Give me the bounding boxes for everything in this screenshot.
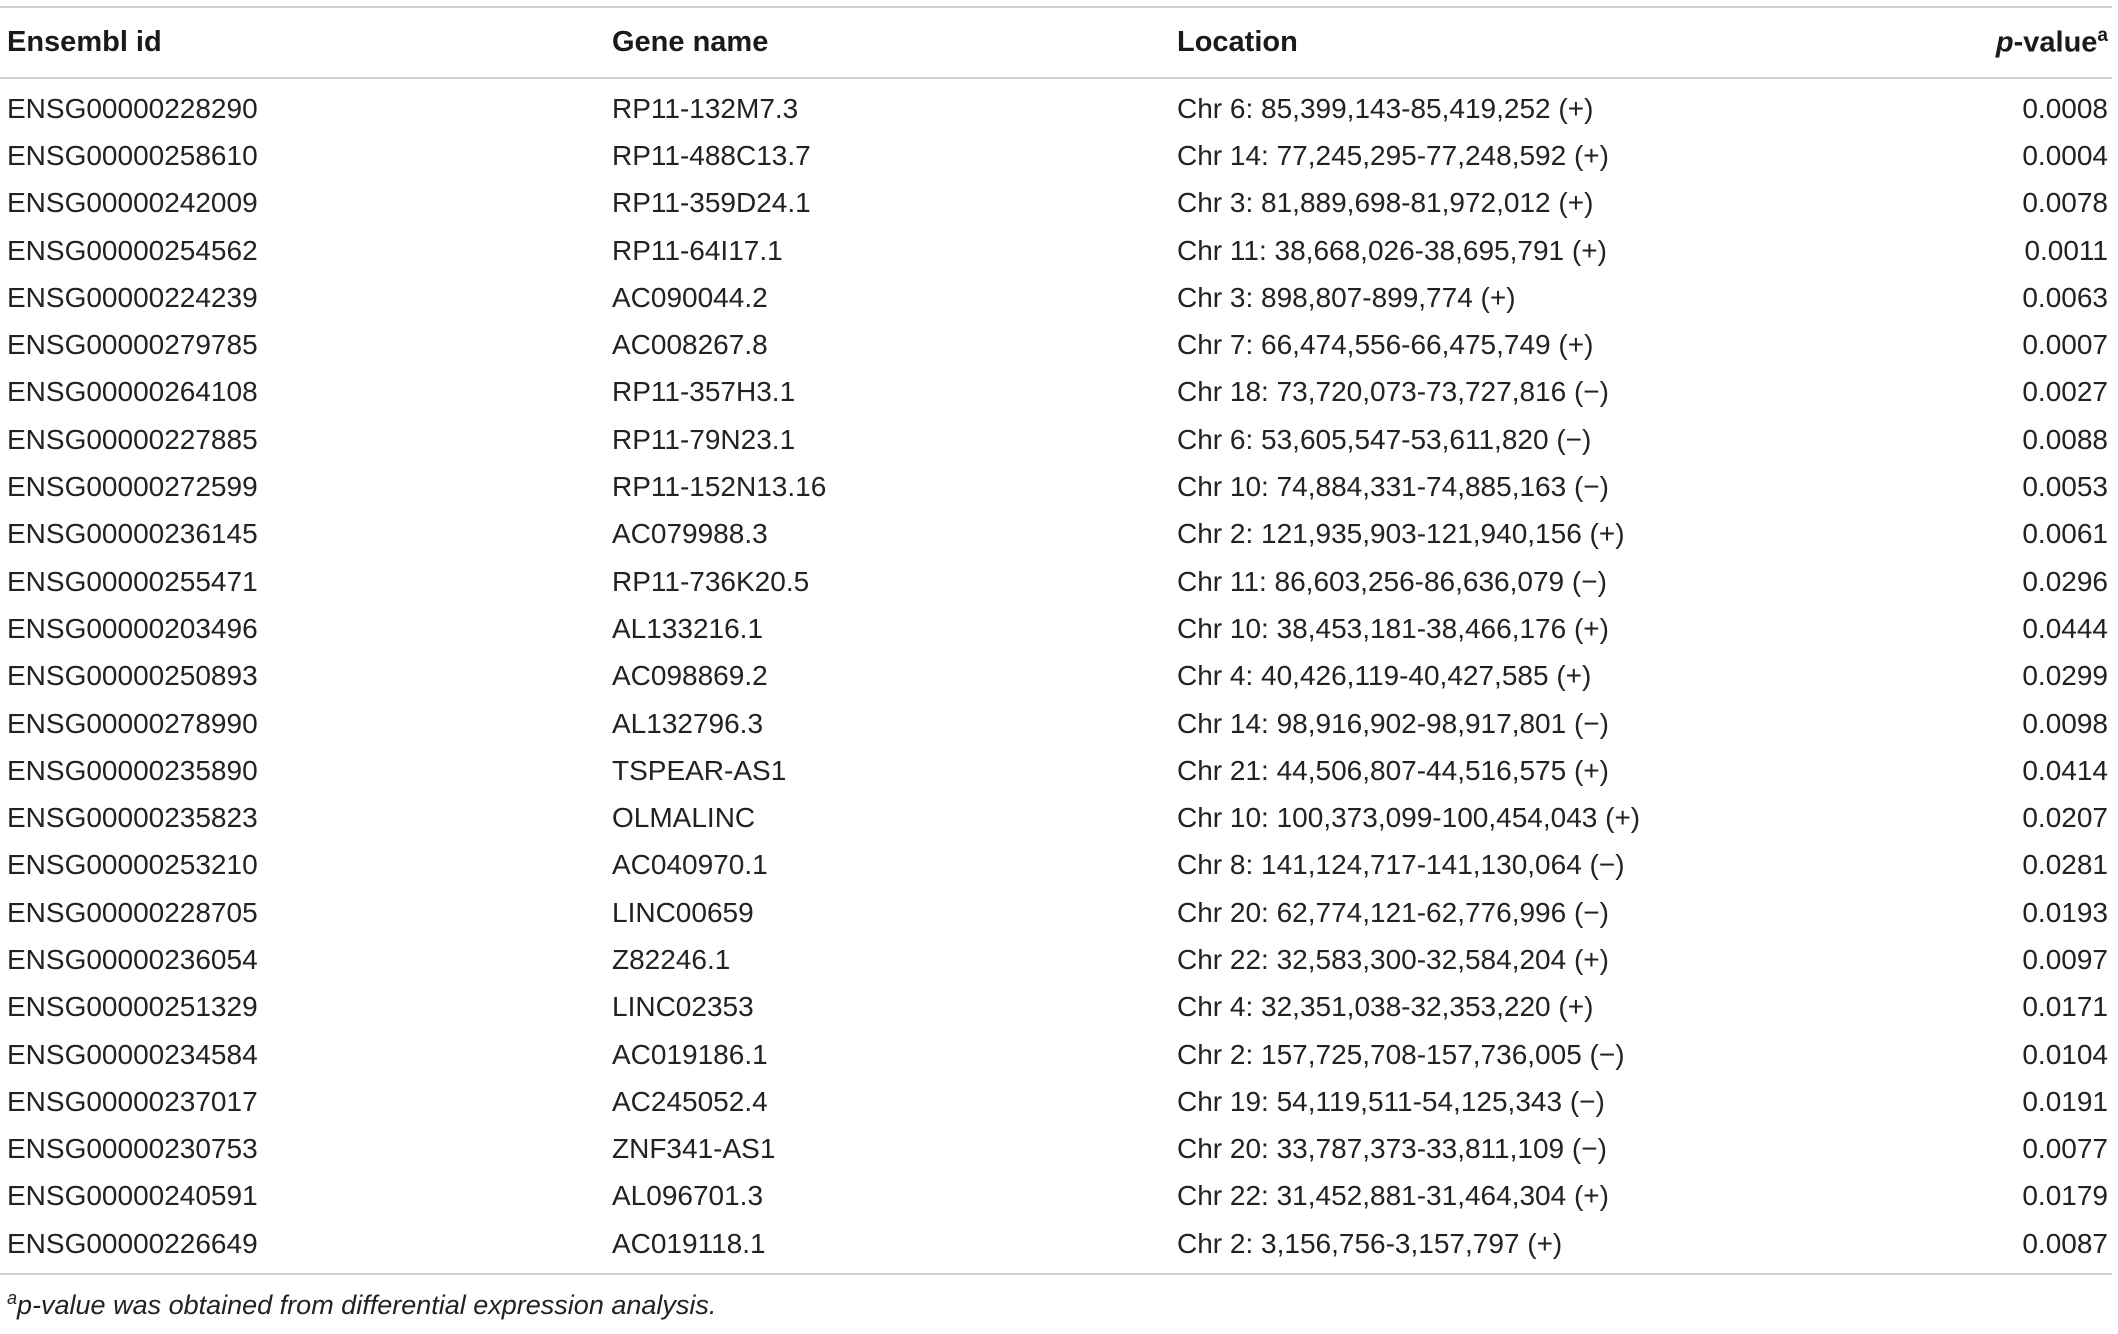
cell-ensembl-id: ENSG00000278990 bbox=[7, 707, 258, 739]
cell-location: Chr 4: 40,426,119-40,427,585 (+) bbox=[1177, 660, 1592, 692]
cell-ensembl-id: ENSG00000251329 bbox=[7, 991, 258, 1023]
cell-gene-name: RP11-736K20.5 bbox=[612, 565, 810, 597]
cell-p-value: 0.0097 bbox=[2022, 943, 2108, 975]
cell-gene-name: AC079988.3 bbox=[612, 518, 768, 550]
cell-gene-name: RP11-132M7.3 bbox=[612, 92, 799, 124]
cell-gene-name: AC008267.8 bbox=[612, 329, 768, 361]
cell-p-value: 0.0004 bbox=[2022, 139, 2108, 171]
cell-location: Chr 20: 33,787,373-33,811,109 (−) bbox=[1177, 1133, 1607, 1165]
cell-location: Chr 8: 141,124,717-141,130,064 (−) bbox=[1177, 849, 1625, 881]
cell-ensembl-id: ENSG00000272599 bbox=[7, 471, 258, 503]
cell-location: Chr 3: 898,807-899,774 (+) bbox=[1177, 281, 1516, 313]
cell-ensembl-id: ENSG00000228290 bbox=[7, 92, 258, 124]
header-p-value bbox=[1870, 7, 2112, 78]
cell-ensembl-id: ENSG00000255471 bbox=[7, 565, 258, 597]
cell-gene-name: RP11-357H3.1 bbox=[612, 376, 796, 408]
cell-location: Chr 11: 38,668,026-38,695,791 (+) bbox=[1177, 234, 1607, 266]
cell-location: Chr 14: 77,245,295-77,248,592 (+) bbox=[1177, 139, 1609, 171]
cell-gene-name: LINC02353 bbox=[612, 991, 754, 1023]
table-row bbox=[0, 416, 2112, 463]
cell-p-value: 0.0444 bbox=[2022, 612, 2108, 644]
cell-ensembl-id: ENSG00000227885 bbox=[7, 423, 258, 455]
cell-p-value: 0.0281 bbox=[2022, 849, 2108, 881]
cell-ensembl-id: ENSG00000230753 bbox=[7, 1133, 258, 1165]
table-row bbox=[0, 1126, 2112, 1173]
cell-gene-name: AL133216.1 bbox=[612, 612, 764, 644]
cell-gene-name: AC019186.1 bbox=[612, 1038, 768, 1070]
cell-p-value: 0.0179 bbox=[2022, 1180, 2108, 1212]
cell-gene-name: RP11-488C13.7 bbox=[612, 139, 811, 171]
cell-gene-name: AC098869.2 bbox=[612, 660, 768, 692]
cell-location: Chr 10: 74,884,331-74,885,163 (−) bbox=[1177, 471, 1609, 503]
cell-gene-name: RP11-359D24.1 bbox=[612, 187, 811, 219]
table-row bbox=[0, 132, 2112, 179]
cell-p-value: 0.0077 bbox=[2022, 1133, 2108, 1165]
cell-location: Chr 20: 62,774,121-62,776,996 (−) bbox=[1177, 896, 1609, 928]
cell-ensembl-id: ENSG00000228705 bbox=[7, 896, 258, 928]
header-p-footnote-marker: a bbox=[2097, 25, 2108, 47]
cell-location: Chr 19: 54,119,511-54,125,343 (−) bbox=[1177, 1085, 1605, 1117]
cell-gene-name: RP11-64I17.1 bbox=[612, 234, 783, 266]
header-location: Location bbox=[1177, 26, 1298, 58]
cell-ensembl-id: ENSG00000226649 bbox=[7, 1227, 258, 1259]
cell-location: Chr 7: 66,474,556-66,475,749 (+) bbox=[1177, 329, 1594, 361]
cell-ensembl-id: ENSG00000279785 bbox=[7, 329, 258, 361]
cell-location: Chr 18: 73,720,073-73,727,816 (−) bbox=[1177, 376, 1609, 408]
cell-gene-name: ZNF341-AS1 bbox=[612, 1133, 776, 1165]
table-row bbox=[0, 842, 2112, 889]
table-row bbox=[0, 653, 2112, 700]
cell-p-value: 0.0193 bbox=[2022, 896, 2108, 928]
cell-gene-name: RP11-79N23.1 bbox=[612, 423, 796, 455]
cell-ensembl-id: ENSG00000258610 bbox=[7, 139, 258, 171]
cell-p-value: 0.0007 bbox=[2022, 329, 2108, 361]
header-gene-name: Gene name bbox=[612, 26, 769, 58]
cell-p-value: 0.0061 bbox=[2022, 518, 2108, 550]
cell-p-value: 0.0008 bbox=[2022, 92, 2108, 124]
cell-p-value: 0.0191 bbox=[2022, 1085, 2108, 1117]
table-footnote bbox=[7, 1288, 716, 1321]
table-row bbox=[0, 984, 2112, 1031]
cell-ensembl-id: ENSG00000264108 bbox=[7, 376, 258, 408]
cell-gene-name: AC019118.1 bbox=[612, 1227, 766, 1259]
cell-ensembl-id: ENSG00000240591 bbox=[7, 1180, 258, 1212]
cell-ensembl-id: ENSG00000237017 bbox=[7, 1085, 258, 1117]
cell-p-value: 0.0078 bbox=[2022, 187, 2108, 219]
table-row bbox=[0, 889, 2112, 936]
cell-ensembl-id: ENSG00000236145 bbox=[7, 518, 258, 550]
cell-p-value: 0.0053 bbox=[2022, 471, 2108, 503]
header-ensembl-id: Ensembl id bbox=[7, 26, 162, 58]
table-row bbox=[0, 78, 2112, 132]
cell-ensembl-id: ENSG00000250893 bbox=[7, 660, 258, 692]
footnote-marker: a bbox=[7, 1288, 18, 1308]
header-p-italic: p bbox=[1995, 26, 2014, 59]
cell-p-value: 0.0011 bbox=[2024, 234, 2108, 266]
table-row bbox=[0, 180, 2112, 227]
cell-p-value: 0.0104 bbox=[2022, 1038, 2108, 1070]
footnote-text: p-value was obtained from differential expression analysis. bbox=[17, 1290, 717, 1320]
cell-p-value: 0.0299 bbox=[2022, 660, 2108, 692]
cell-p-value: 0.0088 bbox=[2022, 423, 2108, 455]
cell-location: Chr 2: 121,935,903-121,940,156 (+) bbox=[1177, 518, 1625, 550]
table-row bbox=[0, 1078, 2112, 1125]
cell-gene-name: LINC00659 bbox=[612, 896, 754, 928]
cell-p-value: 0.0027 bbox=[2022, 376, 2108, 408]
table-row bbox=[0, 700, 2112, 747]
table-row bbox=[0, 605, 2112, 652]
table-row bbox=[0, 558, 2112, 605]
cell-location: Chr 2: 3,156,756-3,157,797 (+) bbox=[1177, 1227, 1563, 1259]
cell-gene-name: Z82246.1 bbox=[612, 943, 731, 975]
table-row bbox=[0, 1031, 2112, 1078]
header-row bbox=[0, 7, 2112, 78]
table-row bbox=[0, 274, 2112, 321]
cell-location: Chr 10: 100,373,099-100,454,043 (+) bbox=[1177, 802, 1641, 834]
cell-location: Chr 4: 32,351,038-32,353,220 (+) bbox=[1177, 991, 1594, 1023]
cell-ensembl-id: ENSG00000203496 bbox=[7, 612, 258, 644]
cell-gene-name: OLMALINC bbox=[612, 802, 756, 834]
table-row bbox=[0, 747, 2112, 794]
cell-location: Chr 22: 32,583,300-32,584,204 (+) bbox=[1177, 943, 1609, 975]
cell-location: Chr 6: 53,605,547-53,611,820 (−) bbox=[1177, 423, 1592, 455]
cell-ensembl-id: ENSG00000234584 bbox=[7, 1038, 258, 1070]
cell-ensembl-id: ENSG00000235890 bbox=[7, 754, 258, 786]
cell-location: Chr 10: 38,453,181-38,466,176 (+) bbox=[1177, 612, 1609, 644]
table-header bbox=[0, 7, 2112, 78]
lncrna-table bbox=[0, 6, 2112, 1275]
table-row bbox=[0, 936, 2112, 983]
table-row bbox=[0, 369, 2112, 416]
table-row bbox=[0, 1220, 2112, 1274]
cell-gene-name: AC090044.2 bbox=[612, 281, 768, 313]
header-p-suffix: -value bbox=[2013, 26, 2098, 59]
table-row bbox=[0, 227, 2112, 274]
cell-location: Chr 21: 44,506,807-44,516,575 (+) bbox=[1177, 754, 1609, 786]
cell-location: Chr 11: 86,603,256-86,636,079 (−) bbox=[1177, 565, 1607, 597]
cell-ensembl-id: ENSG00000235823 bbox=[7, 802, 258, 834]
cell-ensembl-id: ENSG00000242009 bbox=[7, 187, 258, 219]
cell-gene-name: AL096701.3 bbox=[612, 1180, 764, 1212]
table-row bbox=[0, 463, 2112, 510]
cell-p-value: 0.0414 bbox=[2022, 754, 2108, 786]
cell-location: Chr 2: 157,725,708-157,736,005 (−) bbox=[1177, 1038, 1625, 1070]
cell-p-value: 0.0207 bbox=[2022, 802, 2108, 834]
cell-p-value: 0.0098 bbox=[2022, 707, 2108, 739]
table-body bbox=[0, 78, 2112, 1274]
cell-location: Chr 22: 31,452,881-31,464,304 (+) bbox=[1177, 1180, 1609, 1212]
cell-gene-name: AL132796.3 bbox=[612, 707, 764, 739]
cell-gene-name: AC040970.1 bbox=[612, 849, 768, 881]
cell-ensembl-id: ENSG00000236054 bbox=[7, 943, 258, 975]
cell-ensembl-id: ENSG00000254562 bbox=[7, 234, 258, 266]
cell-p-value: 0.0171 bbox=[2022, 991, 2108, 1023]
cell-gene-name: TSPEAR-AS1 bbox=[612, 754, 787, 786]
cell-p-value: 0.0063 bbox=[2022, 281, 2108, 313]
table-row bbox=[0, 511, 2112, 558]
cell-p-value: 0.0296 bbox=[2022, 565, 2108, 597]
cell-location: Chr 6: 85,399,143-85,419,252 (+) bbox=[1177, 92, 1594, 124]
table-row bbox=[0, 794, 2112, 841]
cell-ensembl-id: ENSG00000253210 bbox=[7, 849, 258, 881]
cell-location: Chr 3: 81,889,698-81,972,012 (+) bbox=[1177, 187, 1594, 219]
table-row bbox=[0, 1173, 2112, 1220]
cell-gene-name: AC245052.4 bbox=[612, 1085, 768, 1117]
cell-p-value: 0.0087 bbox=[2022, 1227, 2108, 1259]
table-row bbox=[0, 321, 2112, 368]
cell-ensembl-id: ENSG00000224239 bbox=[7, 281, 258, 313]
cell-location: Chr 14: 98,916,902-98,917,801 (−) bbox=[1177, 707, 1609, 739]
cell-gene-name: RP11-152N13.16 bbox=[612, 471, 827, 503]
table-container bbox=[0, 6, 2112, 1275]
